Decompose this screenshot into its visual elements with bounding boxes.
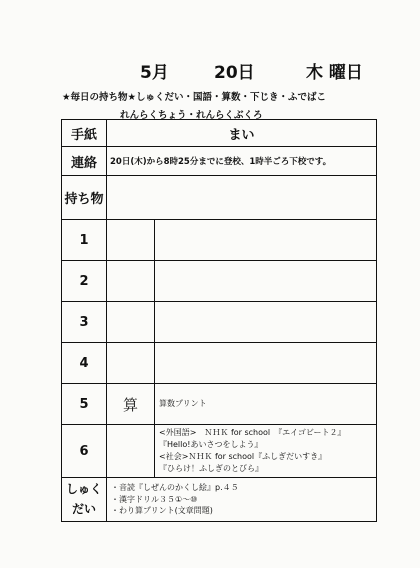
period-subject: 算 [107,384,155,425]
period-row-3 [62,302,377,343]
period-row-5 [62,384,377,425]
daily-belongings-line1: ★毎日の持ち物★しゅくだい・国語・算数・下じき・ふでばこ [62,92,327,103]
period-subject [107,261,155,302]
period-content-line: 算数プリント [159,399,207,408]
period-number: 1 [62,220,107,261]
tegami-row [62,120,377,147]
homework-item: ・音読『しぜんのかくし絵』p.４５ [111,483,239,493]
period-row-1 [62,220,377,261]
homework-label-line2: だい [71,501,96,516]
month-text: 5月 [140,63,169,83]
renraku-value: 20日(木)から8時25分までに登校、1時半ごろ下校です。 [107,147,377,176]
period-number: 6 [62,425,107,478]
period-content [155,425,377,478]
period-content-line: <外国語> ＮＨＫ for school 『エイゴビート２』 [159,428,346,437]
period-subject [107,425,155,478]
period-content-line: 『Hello!あいさつをしよう』 [159,440,263,449]
period-content [155,384,377,425]
schedule-table [61,119,377,522]
period-number: 4 [62,343,107,384]
homework-item: ・漢字ドリル３５①～⑩ [111,494,198,504]
period-number: 5 [62,384,107,425]
daily-belongings-line2: れんらくちょう・れんらくぶくろ [120,110,263,121]
period-number: 2 [62,261,107,302]
period-number: 3 [62,302,107,343]
tegami-value: まい [107,120,377,147]
renraku-row [62,147,377,176]
mochimono-value [107,176,377,220]
mochimono-label: 持ち物 [62,176,107,220]
period-row-4 [62,343,377,384]
period-content-line: 『ひらけ！ふしぎのとびら』 [159,464,263,473]
day-text: 20日 [214,63,255,83]
homework-label [62,478,107,522]
period-row-6 [62,425,377,478]
period-content [155,220,377,261]
period-row-2 [62,261,377,302]
period-subject [107,220,155,261]
date-header [0,58,420,84]
mochimono-row [62,176,377,220]
homework-label-line1: しゅく [65,482,102,497]
period-content [155,261,377,302]
period-content [155,343,377,384]
weekday-text: 木 曜日 [306,63,363,83]
period-subject [107,343,155,384]
renraku-label: 連絡 [62,147,107,176]
period-subject [107,302,155,343]
period-content-line: <社会>ＮＨＫ for school『ふしぎだいすき』 [159,452,327,461]
homework-row [62,478,377,522]
homework-content [107,478,377,522]
period-content [155,302,377,343]
homework-item: ・わり算プリント(文章問題) [111,506,213,516]
tegami-label: 手紙 [62,120,107,147]
